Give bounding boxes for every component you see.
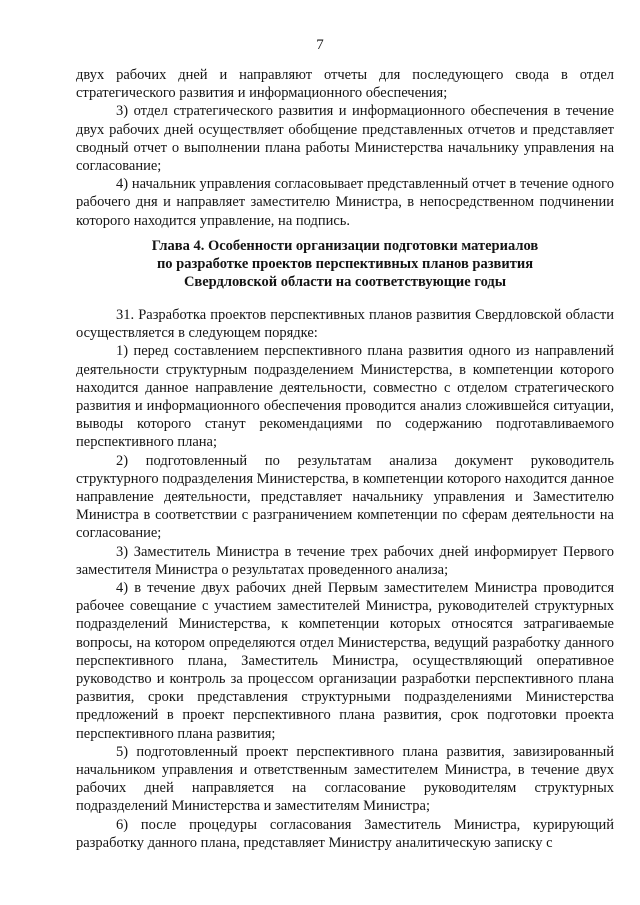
chapter-heading-line: Глава 4. Особенности организации подготовки материалов (151, 238, 539, 254)
paragraph: 1) перед составлением перспективного плана развития одного из направлений деятельности структурным подразделением Министерства, в компетенции которого находится данное направление деятельности, совместно с отделом стратегического развития и информационного обеспечения проводится анализ сложившейся ситуации, выводы которого станут рекомендациями по содержанию подготавливаемого перспективного плана; (76, 343, 614, 451)
chapter-heading-line: Свердловской области на соответствующие годы (183, 274, 507, 290)
intro-text-block (76, 66, 614, 230)
body-text-block (76, 306, 614, 852)
page-number: 7 (316, 37, 324, 53)
paragraph: 6) после процедуры согласования Заместитель Министра, курирующий разработку данного плана, представляет Министру аналитическую записку с (76, 816, 614, 851)
paragraph: 4) начальник управления согласовывает представленный отчет в течение одного рабочего дня и направляет заместителю Министра, в непосредственном подчинении которого находится управление, на подпись. (76, 176, 614, 229)
paragraph: 31. Разработка проектов перспективных планов развития Свердловской области осуществляется в следующем порядке: (76, 307, 614, 342)
paragraph: двух рабочих дней и направляют отчеты для последующего свода в отдел стратегического развития и информационного обеспечения; (76, 67, 614, 102)
chapter-heading-line: по разработке проектов перспективных планов развития (156, 256, 534, 272)
paragraph: 2) подготовленный по результатам анализа документ руководитель структурного подразделения Министерства, в компетенции которого находится данное направление деятельности, представляет начальнику управления и Заместителю Министра в соответствии с разграничением компетенции по сферам деятельности на согласование; (76, 452, 614, 542)
paragraph: 3) отдел стратегического развития и информационного обеспечения в течение двух рабочих дней осуществляет обобщение представленных отчетов и представляет сводный отчет о выполнении плана работы Министерства начальнику управления на согласование; (76, 103, 614, 175)
paragraph: 4) в течение двух рабочих дней Первым заместителем Министра проводится рабочее совещание с участием заместителей Министра, руководителей структурных подразделений Министерства, к компетенции которых относятся затрагиваемые вопросы, на котором определяются отдел Министерства, ведущий разработку данного перспективного плана, Заместитель Министра, осуществляющий оперативное руководство и контроль за процессом организации разработки перспективного плана развития, сроки представления структурными подразделениями Министерства предложений в проект перспективного плана развития, срок подготовки проекта перспективного плана развития; (76, 580, 614, 742)
paragraph: 5) подготовленный проект перспективного плана развития, завизированный начальником управления и ответственным заместителем Министра, в течение двух рабочих дней направляется на согласование руководителям структурных подразделений Министерства и заместителям Министра; (76, 743, 614, 815)
paragraph: 3) Заместитель Министра в течение трех рабочих дней информирует Первого заместителя Министра о результатах проведенного анализа; (76, 543, 614, 578)
chapter-heading (76, 237, 614, 291)
